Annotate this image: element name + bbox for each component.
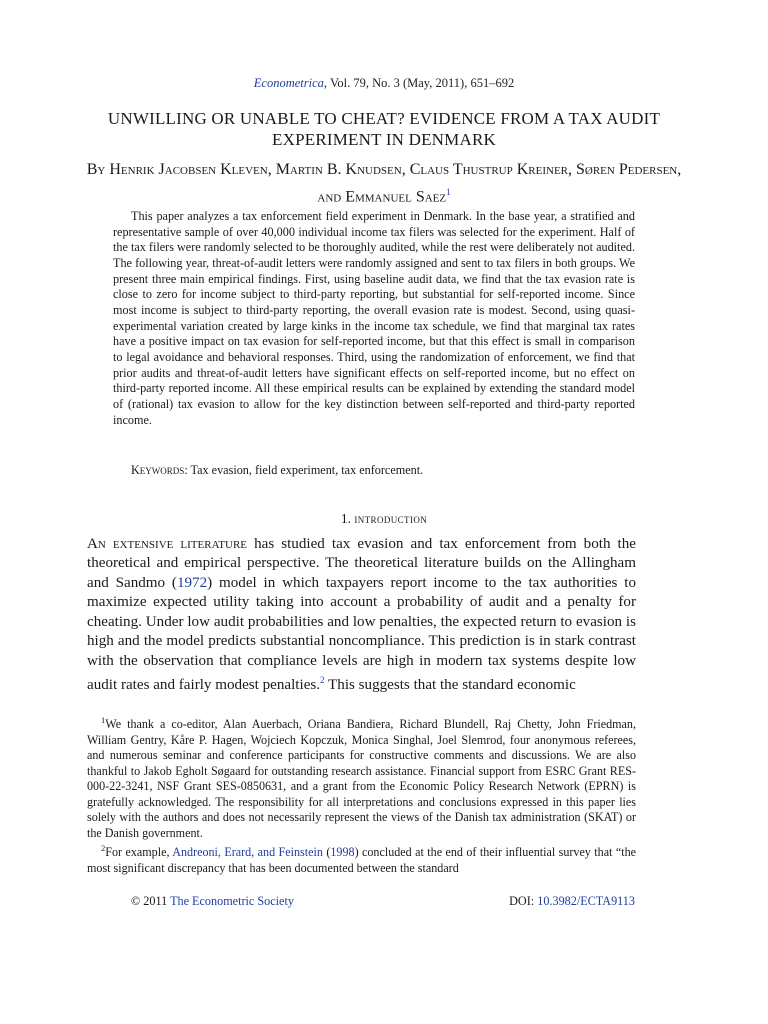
intro-text-2: ) model in which taxpayers report income to the tax authorities to maximize expected utility taking into account a probability of audit and a penalty for cheating. Under low audit probabilities and low penalties, the expected return to evasion is high and the model predicts substantial noncompliance. This prediction is in stark contrast with the observation that compliance levels are high in modern tax systems despite low audit rates and fairly modest penalties. [87,574,636,694]
footnote-2-link[interactable]: 2 [320,675,325,686]
doi-label: DOI: [509,894,538,908]
footnote-1 [87,713,636,841]
intro-text-1: has studied tax evasion and tax enforcement from both the theoretical and empirical perspective. The theoretical literature builds on the Allingham and Sandmo ( [87,536,636,591]
copyright-text: © 2011 [131,894,171,908]
journal-citation [0,76,768,91]
footnotes [87,713,636,877]
journal-volume-info: , Vol. 79, No. 3 (May, 2011), 651–692 [323,76,515,90]
footnote-2-pre: For example, [105,845,173,860]
citation-link-andreoni[interactable]: Andreoni, Erard, and Feinstein [172,845,323,860]
paper-title: UNWILLING OR UNABLE TO CHEAT? EVIDENCE FROM A TAX AUDIT EXPERIMENT IN DENMARK [107,109,661,149]
section-heading [0,511,768,527]
authors-footnote-link[interactable]: 1 [446,187,451,197]
intro-text-3: This suggests that the standard economic [324,677,576,694]
footnote-2-post: ) concluded at the end of their influential survey that “the most significant discrepancy that has been documented between the standard [87,845,636,875]
copyright [131,894,294,909]
doi [509,894,635,909]
citation-link-1998[interactable]: 1998 [330,845,355,860]
keywords-label: Keywords [131,463,185,477]
citation-link-1972[interactable]: 1972 [176,574,208,591]
authors-names: Henrik Jacobsen Kleven, Martin B. Knudsen, Claus Thustrup Kreiner, Søren Pedersen, and Emmanuel Saez [109,161,682,206]
footnote-2 [87,841,636,876]
footnote-2-mark: 2 [101,843,106,854]
keywords-list: : Tax evasion, field experiment, tax enforcement. [184,463,424,477]
intro-lead: An extensive literature [87,536,248,552]
section-title: introduction [354,511,428,526]
keywords [131,463,635,478]
journal-name-link[interactable]: Econometrica [253,76,324,90]
section-number: 1. [340,511,351,526]
authors-prefix: By [86,161,106,178]
footnote-1-text: We thank a co-editor, Alan Auerbach, Oriana Bandiera, Richard Blundell, Raj Chetty, John Friedman, William Gentry, Kåre P. Hagen, Wojciech Kopczuk, Monica Singhal, Joel Slemrod, four anonymous referees, and numerous seminar and conference participants for constructive comments and discussions. We are also thankful to Jakob Egholt Søgaard for outstanding research assistance. Financial support from ESRC Grant RES-000-22-3241, NSF Grant SES-0850631, and a grant from the Economic Policy Research Network (EPRN) is gratefully acknowledged. The responsibility for all interpretations and conclusions expressed in this paper lies solely with the authors and does not necessarily represent the views of the Danish tax administration (SKAT) or the Danish government. [87,717,636,840]
introduction-paragraph [87,535,636,696]
footnote-2-open: ( [322,845,331,860]
society-link[interactable]: The Econometric Society [170,894,294,908]
doi-link[interactable]: 10.3982/ECTA9113 [537,894,635,908]
footnote-1-mark: 1 [101,715,106,725]
abstract-text: This paper analyzes a tax enforcement field experiment in Denmark. In the base year, a stratified and representative sample of over 40,000 individual income tax filers was selected for the experiment. Half of the tax filers were randomly selected to be thoroughly audited, while the rest were deliberately not audited. The following year, threat-of-audit letters were randomly assigned and sent to tax filers in both groups. We present three main empirical findings. First, using baseline audit data, we find that the tax evasion rate is close to zero for income subject to third-party reporting, but substantial for self-reported income. Since most income is subject to third-party reporting, the overall evasion rate is modest. Second, using quasi-experimental variation created by large kinks in the income tax schedule, we find that marginal tax rates have a positive impact on tax evasion for self-reported income, but that this effect is small in comparison to legal avoidance and behavioral responses. Third, using the randomization of enforcement, we find that prior audits and threat-of-audit letters have significant effects on self-reported income, but no effect on third-party reported income. All these empirical results can be explained by extending the standard model of (rational) tax evasion to allow for the key distinction between self-reported and third-party reported income. [113,209,635,427]
paper-authors [80,159,688,208]
